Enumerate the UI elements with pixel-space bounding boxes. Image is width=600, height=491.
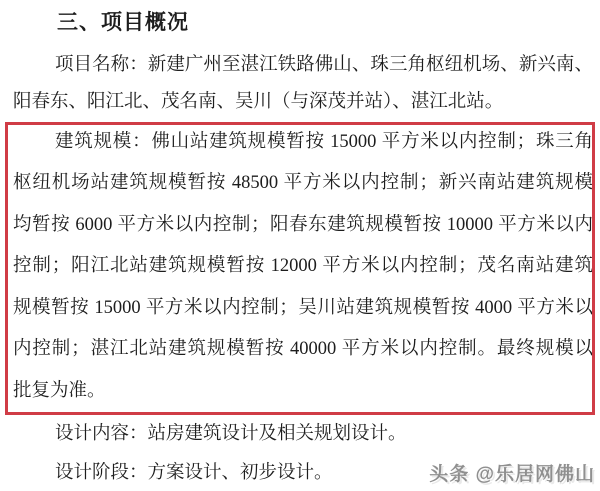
building-scale-line-5: 规模暂按 15000 平方米以内控制；吴川站建筑规模暂按 4000 平方米以 (13, 298, 593, 318)
project-name-line-2: 阳春东、阳江北、茂名南、吴川（与深茂并站）、湛江北站。 (13, 92, 504, 112)
building-scale-line-4: 控制；阳江北站建筑规模暂按 12000 平方米以内控制；茂名南站建筑 (13, 256, 593, 276)
design-content-line: 设计内容：站房建筑设计及相关规划设计。 (55, 424, 407, 444)
building-scale-line-6: 内控制；湛江北站建筑规模暂按 40000 平方米以内控制。最终规模以 (13, 339, 593, 359)
building-scale-line-1: 建筑规模：佛山站建筑规模暂按 15000 平方米以内控制；珠三角 (55, 132, 593, 152)
watermark: 头条 @乐居网佛山 (429, 464, 595, 485)
building-scale-line-3: 均暂按 6000 平方米以内控制；阳春东建筑规模暂按 10000 平方米以内 (13, 215, 593, 235)
building-scale-line-7: 批复为准。 (13, 381, 106, 401)
building-scale-line-2: 枢纽机场站建筑规模暂按 48500 平方米以内控制；新兴南站建筑规模 (13, 173, 593, 193)
section-heading: 三、项目概况 (57, 11, 189, 34)
design-phase-line: 设计阶段：方案设计、初步设计。 (55, 463, 333, 483)
project-name-line-1: 项目名称：新建广州至湛江铁路佛山、珠三角枢纽机场、新兴南、 (55, 55, 593, 75)
